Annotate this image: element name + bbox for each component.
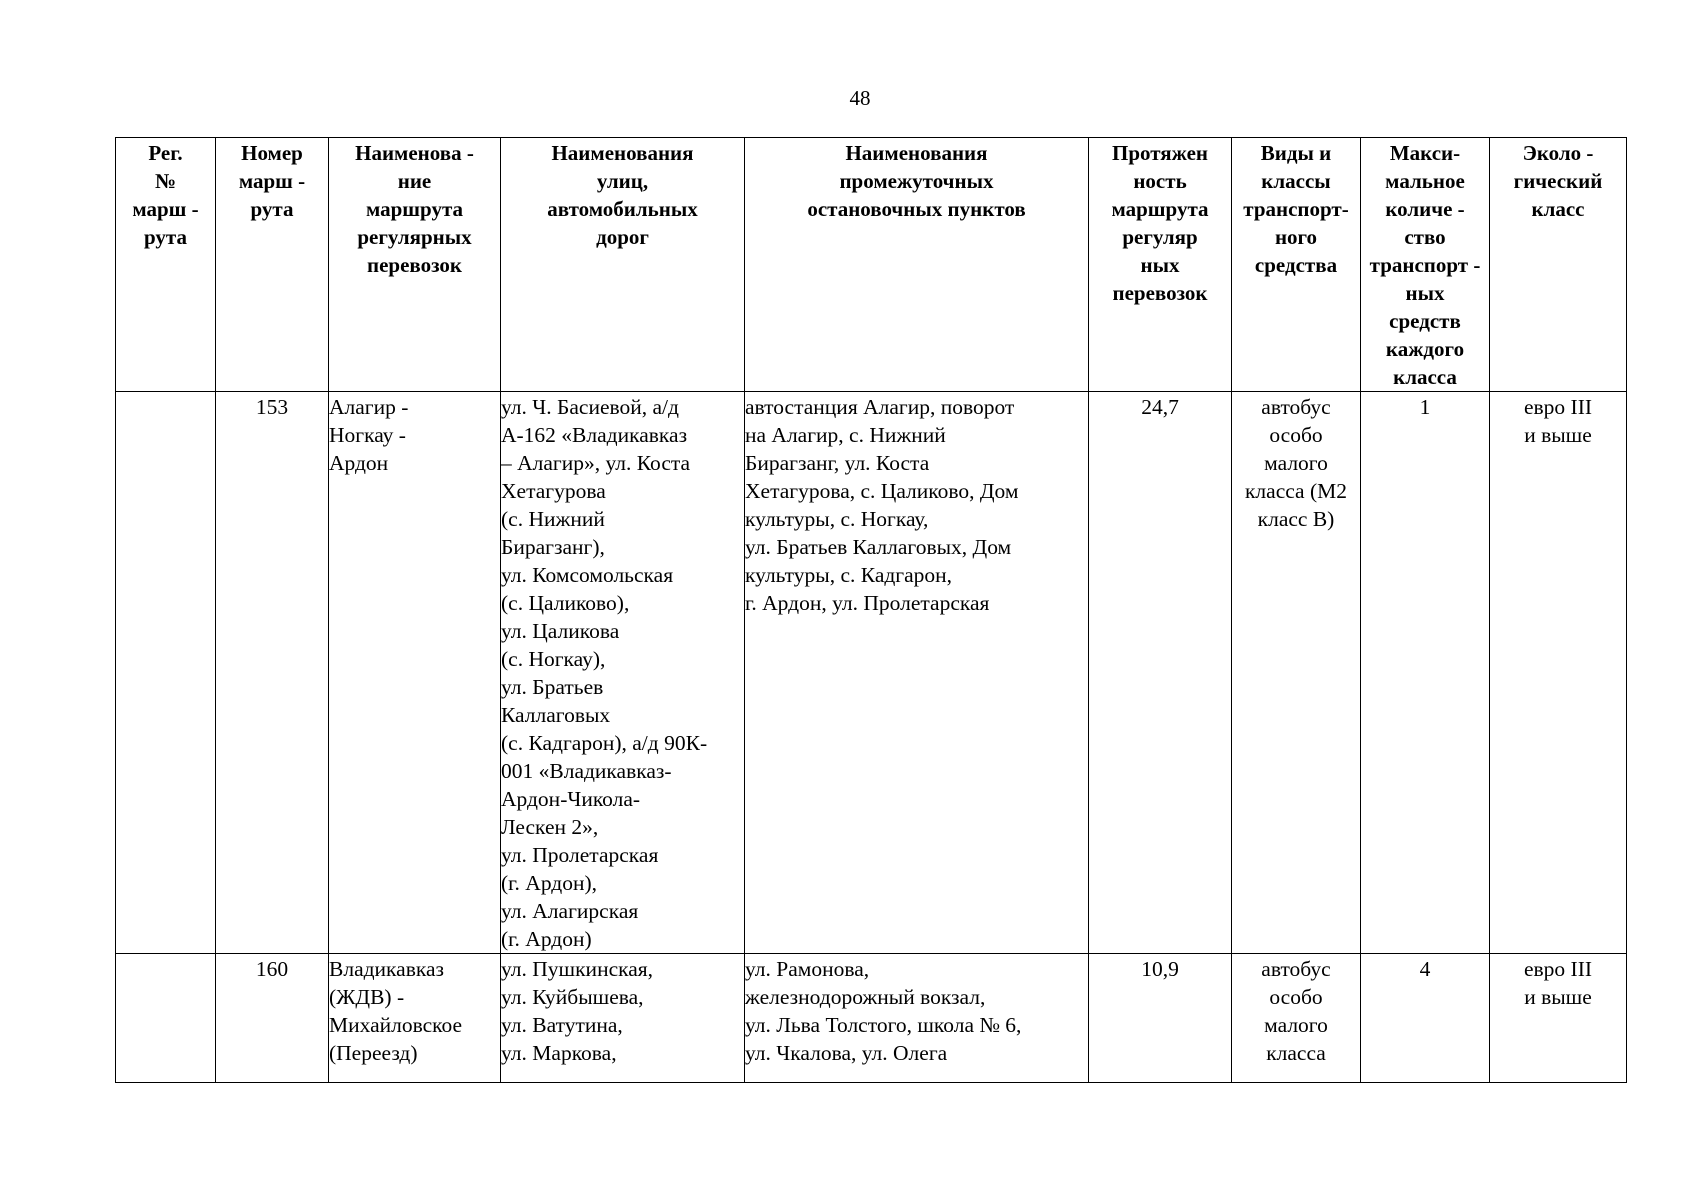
cell-reg-no — [116, 392, 216, 954]
table-row — [116, 392, 1627, 954]
header-vehicle: Виды и классы транспорт- ного средства — [1232, 138, 1361, 392]
header-route-name: Наименова - ние маршрута регулярных перевозок — [329, 138, 501, 392]
header-route-no: Номер марш - рута — [216, 138, 329, 392]
table-header-row — [116, 138, 1627, 392]
header-stops: Наименования промежуточных остановочных пунктов — [745, 138, 1089, 392]
cell-max-count: 1 — [1361, 392, 1490, 954]
cell-length: 10,9 — [1089, 954, 1232, 1083]
page-number: 48 — [849, 86, 871, 110]
cell-reg-no — [116, 954, 216, 1083]
cell-max-count: 4 — [1361, 954, 1490, 1083]
cell-route-no: 160 — [216, 954, 329, 1083]
table-row — [116, 954, 1627, 1083]
header-streets: Наименования улиц, автомобильных дорог — [501, 138, 745, 392]
header-max-count: Макси- мальное количе - ство транспорт - ных средств каждого класса — [1361, 138, 1490, 392]
cell-vehicle: автобус особо малого класса — [1232, 954, 1361, 1083]
cell-eco-class: евро III и выше — [1490, 392, 1627, 954]
header-reg-no: Рег. № марш - рута — [116, 138, 216, 392]
header-eco-class: Эколо - гический класс — [1490, 138, 1627, 392]
cell-stops: ул. Рамонова, железнодорожный вокзал, ул. Льва Толстого, школа № 6, ул. Чкалова, ул. Олега — [745, 954, 1089, 1083]
cell-vehicle: автобус особо малого класса (М2 класс В) — [1232, 392, 1361, 954]
cell-stops: автостанция Алагир, поворот на Алагир, с. Нижний Бирагзанг, ул. Коста Хетагурова, с. Цаликово, Дом культуры, с. Ногкау, ул. Братьев Каллаговых, Дом культуры, с. Кадгарон, г. Ардон, ул. Пролетарская — [745, 392, 1089, 954]
cell-length: 24,7 — [1089, 392, 1232, 954]
cell-streets: ул. Пушкинская, ул. Куйбышева, ул. Ватутина, ул. Маркова, — [501, 954, 745, 1083]
routes-table — [115, 137, 1627, 1083]
cell-route-no: 153 — [216, 392, 329, 954]
cell-eco-class: евро III и выше — [1490, 954, 1627, 1083]
cell-route-name: Владикавказ (ЖДВ) - Михайловское (Переезд) — [329, 954, 501, 1083]
cell-streets: ул. Ч. Басиевой, а/д А-162 «Владикавказ – Алагир», ул. Коста Хетагурова (с. Нижний Бирагзанг), ул. Комсомольская (с. Цаликово), ул. Цаликова (с. Ногкау), ул. Братьев Каллаговых (с. Кадгарон), а/д 90К- 001 «Владикавказ- Ардон-Чикола- Лескен 2», ул. Пролетарская (г. Ардон), ул. Алагирская (г. Ардон) — [501, 392, 745, 954]
header-length: Протяжен ность маршрута регуляр ных перевозок — [1089, 138, 1232, 392]
cell-route-name: Алагир - Ногкау - Ардон — [329, 392, 501, 954]
